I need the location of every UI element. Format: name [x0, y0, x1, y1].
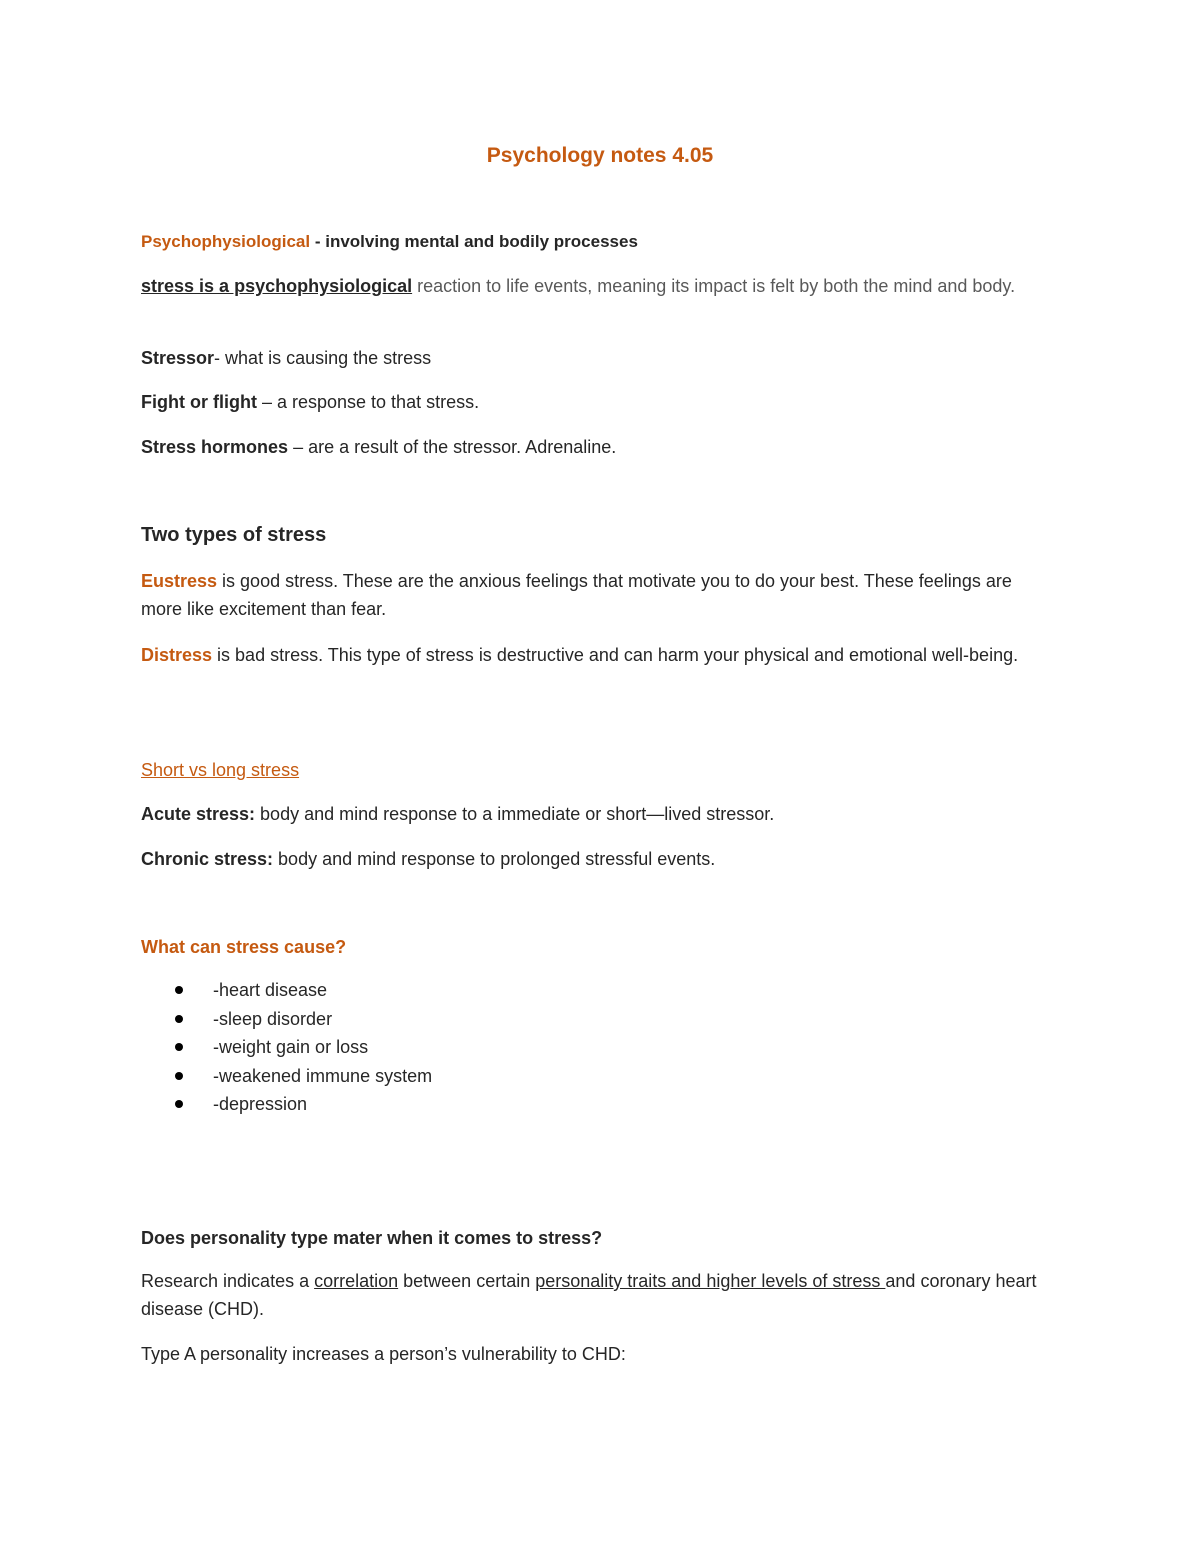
- term-chronic: Chronic stress:: [141, 849, 274, 869]
- heading-two-types: Two types of stress: [141, 524, 327, 546]
- list-item-text: -heart disease: [213, 980, 328, 1000]
- bullet-icon: [175, 986, 183, 994]
- term-psychophysiological: Psychophysiological: [141, 232, 311, 251]
- distress-paragraph: [141, 641, 1051, 669]
- list-item: [141, 1033, 432, 1062]
- hormones-text: – are a result of the stressor. Adrenaline.: [288, 437, 617, 457]
- definition-separator: -: [310, 232, 326, 251]
- heading-short-long: Short vs long stress: [141, 760, 300, 780]
- research-text-3: and coronary heart disease (CHD).: [141, 1271, 1037, 1319]
- bullet-icon: [175, 1015, 183, 1023]
- page-title: Psychology notes 4.05: [486, 144, 714, 167]
- chronic-paragraph: [141, 845, 1051, 873]
- research-text-1: Research indicates a: [141, 1271, 315, 1291]
- acute-text: body and mind response to a immediate or short—lived stressor.: [255, 804, 775, 824]
- list-item: [141, 1062, 432, 1091]
- research-text-2: between certain: [398, 1271, 536, 1291]
- heading-personality: Does personality type mater when it comes to stress?: [141, 1228, 603, 1248]
- term-hormones: Stress hormones: [141, 437, 289, 457]
- list-item-text: -depression: [213, 1094, 308, 1114]
- stressor-text: - what is causing the stress: [214, 348, 432, 368]
- heading-causes: What can stress cause?: [141, 937, 347, 957]
- list-item-text: -sleep disorder: [213, 1008, 333, 1029]
- type-a-paragraph: Type A personality increases a person’s vulnerability to CHD:: [141, 1344, 626, 1364]
- list-item: [141, 1005, 432, 1034]
- bullet-icon: [175, 1043, 183, 1051]
- list-item: [141, 976, 432, 1005]
- research-underline-correlation: correlation: [314, 1271, 399, 1291]
- eustress-text: is good stress. These are the anxious feelings that motivate you to do your best. These feelings are more like excitement than fear.: [141, 571, 1012, 619]
- stress-definition-text: reaction to life events, meaning its impact is felt by both the mind and body.: [412, 276, 1016, 296]
- list-item-text: -weight gain or loss: [213, 1037, 369, 1057]
- stress-definition: [141, 272, 1051, 300]
- research-underline-traits: personality traits and higher levels of stress: [535, 1271, 886, 1291]
- term-eustress: Eustress: [141, 571, 218, 591]
- eustress-paragraph: [141, 567, 1051, 623]
- definition-text: involving mental and bodily processes: [325, 232, 638, 251]
- chronic-text: body and mind response to prolonged stressful events.: [273, 849, 716, 869]
- causes-list: [141, 976, 432, 1119]
- term-fight-flight: Fight or flight: [141, 392, 257, 412]
- list-item-text: -weakened immune system: [213, 1065, 433, 1086]
- list-item: [141, 1090, 432, 1119]
- stressor-definition: [141, 344, 1051, 372]
- fight-flight-text: – a response to that stress.: [256, 392, 480, 412]
- hormones-definition: [141, 433, 1051, 461]
- psychophysiological-definition: [141, 228, 1051, 256]
- acute-paragraph: [141, 800, 1051, 828]
- bullet-icon: [175, 1072, 183, 1080]
- term-stressor: Stressor: [141, 348, 215, 368]
- term-distress: Distress: [141, 645, 213, 665]
- distress-text: is bad stress. This type of stress is destructive and can harm your physical and emotional well-being.: [212, 645, 1019, 665]
- term-acute: Acute stress:: [141, 804, 256, 824]
- stress-definition-emphasis: stress is a psychophysiological: [141, 276, 413, 296]
- bullet-icon: [175, 1100, 183, 1108]
- fight-flight-definition: [141, 388, 1051, 416]
- research-paragraph: [141, 1267, 1051, 1323]
